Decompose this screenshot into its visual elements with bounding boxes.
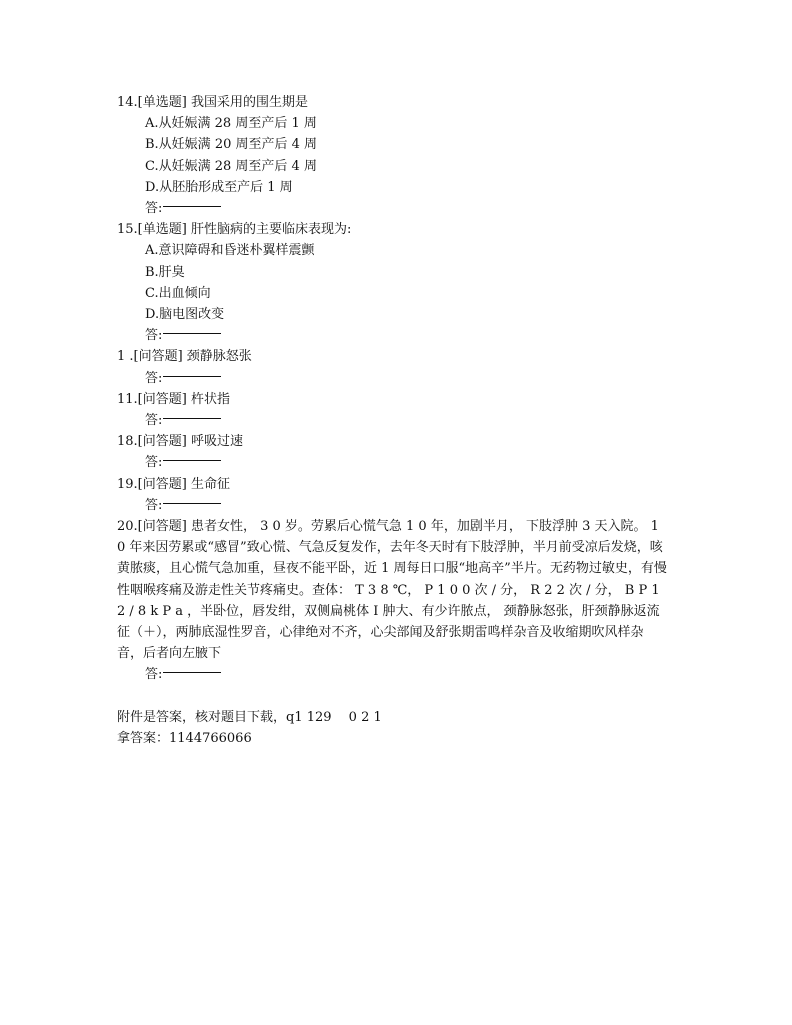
- option-d: D.脑电图改变: [145, 307, 225, 323]
- option-a: A.从妊娠满 28 周至产后 1 周: [145, 116, 317, 132]
- answer-row: [117, 495, 677, 516]
- spacer: [117, 686, 677, 707]
- document-page: [117, 92, 677, 749]
- answer-blank: [163, 333, 221, 334]
- answer-label: 答:: [145, 413, 163, 429]
- option-c: C.从妊娠满 28 周至产后 4 周: [145, 158, 317, 174]
- footer-note: 附件是答案，核对题目下载，q1 129 0 2 1: [117, 709, 382, 725]
- answer-label: 答:: [145, 667, 163, 683]
- option-b: B.肝臭: [145, 264, 185, 280]
- answer-blank: [163, 672, 221, 673]
- answer-row: [117, 198, 677, 219]
- question-stem: 1 .[问答题] 颈静脉怒张: [117, 349, 252, 365]
- answer-label: 答:: [145, 455, 163, 471]
- answer-row: [117, 664, 677, 685]
- question-stem: 14.[单选题] 我国采用的围生期是: [117, 95, 308, 110]
- answer-row: [117, 410, 677, 431]
- answer-blank: [163, 418, 221, 419]
- answer-label: 答:: [145, 201, 163, 217]
- option-b: B.从妊娠满 20 周至产后 4 周: [145, 137, 318, 153]
- answer-label: 答:: [145, 328, 163, 344]
- answer-blank: [163, 503, 221, 504]
- answer-label: 答:: [145, 497, 163, 513]
- answer-blank: [163, 460, 221, 461]
- answer-blank: [163, 206, 221, 207]
- answer-row: [117, 325, 677, 346]
- question-stem: 18.[问答题] 呼吸过速: [117, 434, 243, 450]
- case-question-text: 20.[问答题] 患者女性， 3 0 岁。劳累后心慌气急 1 0 年，加剧半月， 下肢浮肿 3 天入院。 1 0 年来因劳累或“感冒”致心慌、气急反复发作，去年冬天时有下肢浮肿，半月前受凉后发烧，咳黄脓痰，且心慌气急加重，昼夜不能平卧，近 1 周每日口服“地高辛”半片。无药物过敏史，有慢性咽喉疼痛及游走性关节疼痛史。查体： T 3 8 ℃， P 1 0 0 次 / 分， R 2 2 次 / 分， B P 1 2 / 8 k P a ，半卧位，唇发绀，双侧扁桃体 I 肿大、有少许脓点， 颈静脉怒张，肝颈静脉返流征（＋），两肺底湿性罗音，心律绝对不齐，心尖部闻及舒张期雷鸣样杂音及收缩期吹风样杂音，后者向左腋下: [117, 519, 667, 662]
- question-stem: 11.[问答题] 杵状指: [117, 391, 230, 407]
- option-c: C.出血倾向: [145, 285, 211, 301]
- question-stem: 19.[问答题] 生命征: [117, 476, 230, 492]
- answer-label: 答:: [145, 370, 163, 386]
- answer-row: [117, 452, 677, 473]
- footer-contact: 拿答案：1144766066: [117, 730, 252, 746]
- option-a: A.意识障碍和昏迷朴翼样震颤: [145, 243, 315, 259]
- answer-blank: [163, 376, 221, 377]
- answer-row: [117, 368, 677, 389]
- question-stem: 15.[单选题] 肝性脑病的主要临床表现为:: [117, 222, 352, 238]
- option-d: D.从胚胎形成至产后 1 周: [145, 179, 293, 195]
